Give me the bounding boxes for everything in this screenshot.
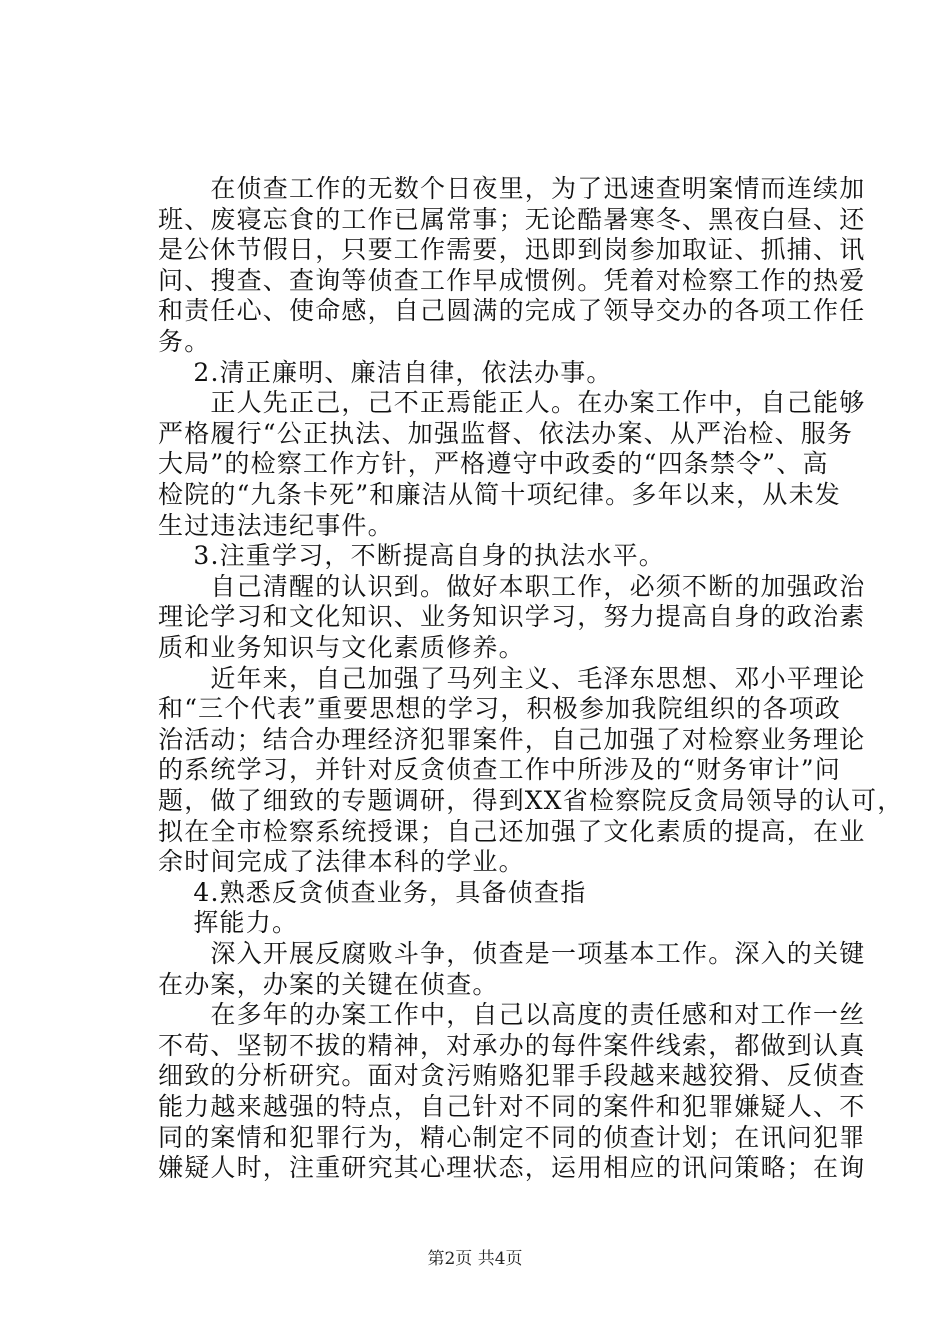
text-line: 务。 <box>158 327 211 356</box>
text-line: 在办案，办案的关键在侦查。 <box>158 969 499 999</box>
text-line: 深入开展反腐败斗争，侦查是一项基本工作。深入的关键 <box>158 939 866 968</box>
text-line: 挥能力。 <box>158 908 299 938</box>
text-line: 2.清正廉明、廉洁自律，依法办事。 <box>158 357 613 387</box>
page-footer: 第2页 共4页 <box>427 1249 523 1269</box>
text-line: 在多年的办案工作中，自己以高度的责任感和对工作一丝 <box>158 1000 866 1030</box>
text-line: 题，做了细致的专题调研，得到XX省检察院反贪局领导的认可， <box>158 786 904 815</box>
text-line: 严格履行“公正执法、加强监督、依法办案、从严治检、服务 <box>158 418 854 448</box>
text-line: 是公休节假日，只要工作需要，迅即到岗参加取证、抓捕、讯 <box>158 235 866 265</box>
text-line: 嫌疑人时，注重研究其心理状态，运用相应的讯问策略；在询 <box>158 1153 866 1183</box>
text-line: 能力越来越强的特点，自己针对不同的案件和犯罪嫌疑人、不 <box>158 1092 866 1121</box>
text-line: 大局”的检察工作方针，严格遵守中政委的“四条禁令”、高 <box>158 449 829 479</box>
text-line: 和“三个代表”重要思想的学习，积极参加我院组织的各项政 <box>158 694 841 724</box>
text-line: 和责任心、使命感，自己圆满的完成了领导交办的各项工作任 <box>158 296 866 326</box>
text-line: 检院的“九条卡死”和廉洁从简十项纪律。多年以来，从未发 <box>158 480 841 509</box>
text-line: 同的案情和犯罪行为，精心制定不同的侦查计划；在讯问犯罪 <box>158 1122 866 1152</box>
text-line: 细致的分析研究。面对贪污贿赂犯罪手段越来越狡猾、反侦查 <box>158 1061 866 1091</box>
text-line: 问、搜查、查询等侦查工作早成惯例。凭着对检察工作的热爱 <box>158 265 866 295</box>
text-line: 余时间完成了法律本科的学业。 <box>158 847 525 877</box>
text-line: 不苟、坚韧不拔的精神，对承办的每件案件线索，都做到认真 <box>158 1030 866 1060</box>
text-line: 正人先正己，己不正焉能正人。在办案工作中，自己能够 <box>158 388 866 418</box>
text-line: 近年来，自己加强了马列主义、毛泽东思想、邓小平理论 <box>158 663 866 693</box>
text-line: 治活动；结合办理经济犯罪案件，自己加强了对检察业务理论 <box>158 724 866 754</box>
text-line: 拟在全市检察系统授课；自己还加强了文化素质的提高，在业 <box>158 816 866 846</box>
text-line: 在侦查工作的无数个日夜里，为了迅速查明案情而连续加 <box>158 174 866 203</box>
text-line: 4.熟悉反贪侦查业务，具备侦查指 <box>158 877 587 907</box>
text-line: 理论学习和文化知识、业务知识学习，努力提高自身的政治素 <box>158 602 866 632</box>
text-line: 3.注重学习，不断提高自身的执法水平。 <box>158 541 666 571</box>
text-line: 生过违法违纪事件。 <box>158 510 394 540</box>
text-line: 质和业务知识与文化素质修养。 <box>158 633 525 662</box>
text-line: 自己清醒的认识到。做好本职工作，必须不断的加强政治 <box>158 571 866 601</box>
text-line: 班、废寝忘食的工作已属常事；无论酷暑寒冬、黑夜白昼、还 <box>158 204 866 234</box>
text-line: 的系统学习，并针对反贪侦查工作中所涉及的“财务审计”问 <box>158 755 841 785</box>
